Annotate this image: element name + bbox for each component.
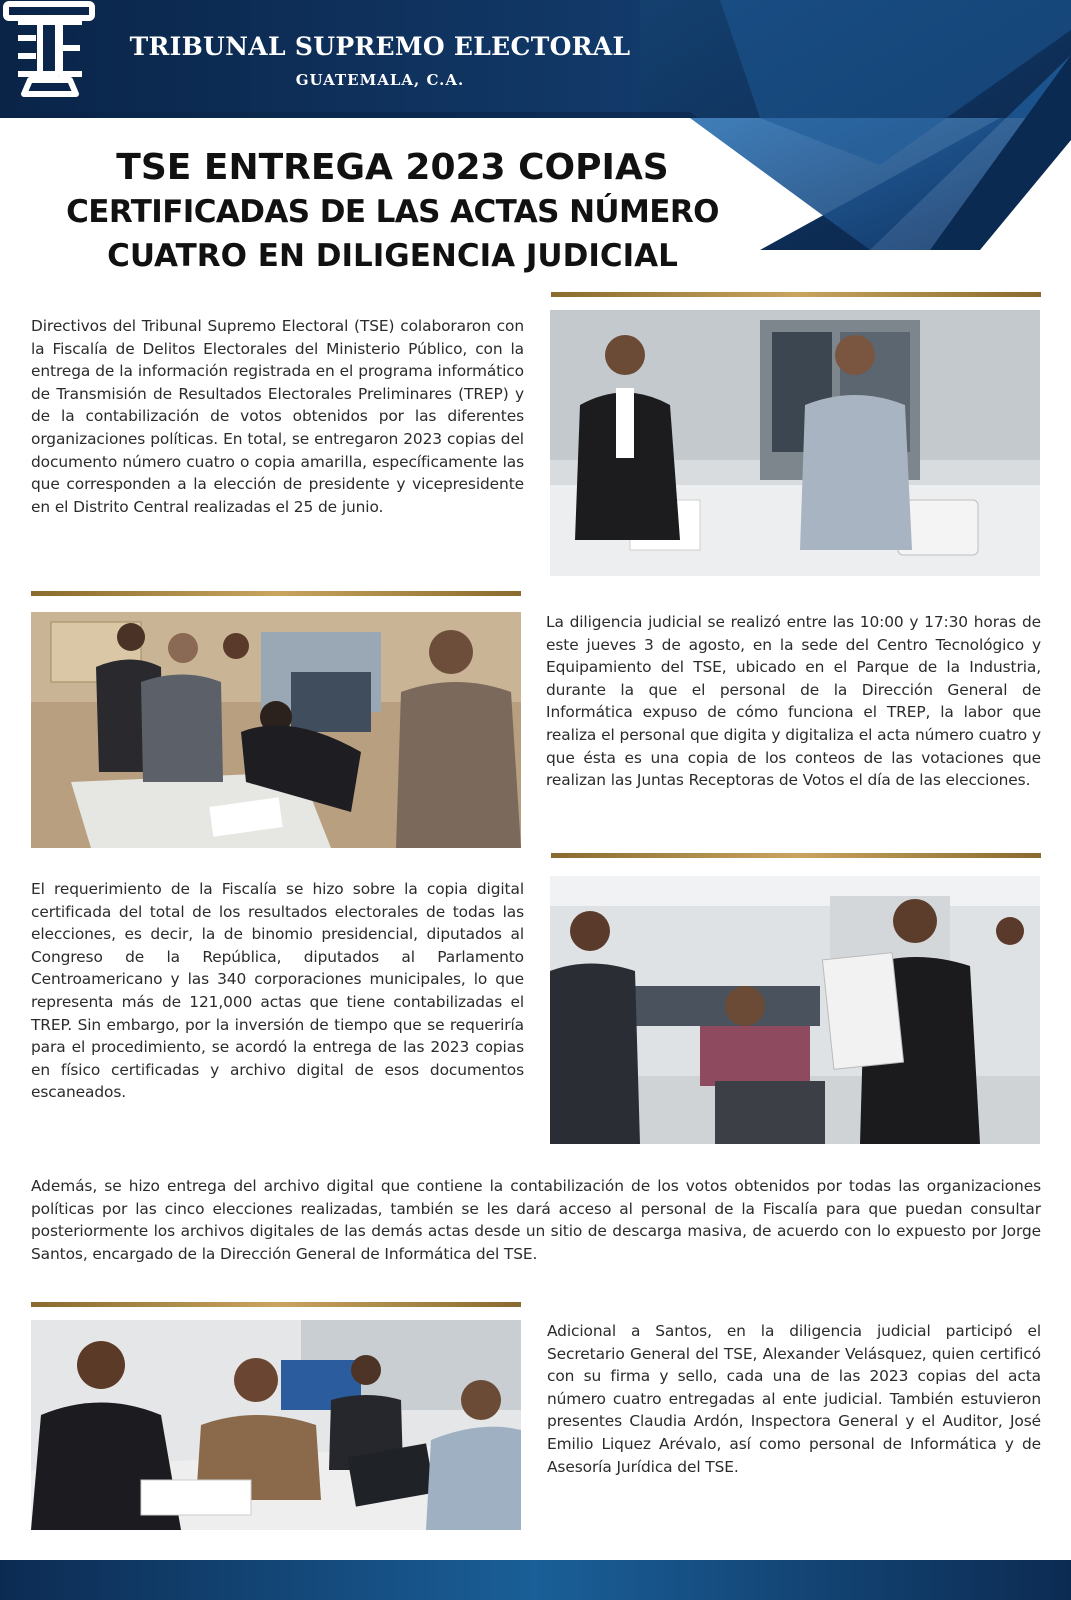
photo-staff-with-printed-copies (550, 310, 1040, 576)
paragraph-4: Además, se hizo entrega del archivo digital que contiene la contabilización de los votos obtenidos por todas las organizaciones políticas por las cinco elecciones realizadas, también se les dará acceso al personal de la Fiscalía para que puedan consultar posteriormente los archivos digitales de las demás actas desde un sitio de descarga masiva, de acuerdo con lo expuesto por Jorge Santos, encargado de la Dirección General de Informática del TSE. (31, 1177, 1041, 1263)
gold-divider (31, 591, 521, 596)
org-location: GUATEMALA, C.A. (295, 71, 465, 89)
photo-official-signing-document (31, 612, 521, 848)
headline-line-3: CUATRO EN DILIGENCIA JUDICIAL (107, 238, 678, 274)
gold-divider (551, 853, 1041, 858)
paragraph-3: El requerimiento de la Fiscalía se hizo sobre la copia digital certificada del total de los resultados electorales de todas las elecciones, es decir, la de binomio presidencial, diputados al Congreso de la República, diputados al Parlamento Centroamericano y las 340 corporaciones municipales, lo que representa más de 121,000 actas que tiene contabilizadas el TREP. Sin embargo, por la inversión de tiempo que se requeriría para el procedimiento, se acordó la entrega de las 2023 copias en físico certificadas y archivo digital de esos documentos escaneados. (31, 880, 524, 1102)
photo-official-holding-acta (550, 876, 1040, 1144)
paragraph-1: Directivos del Tribunal Supremo Electoral (TSE) colaboraron con la Fiscalía de Delitos Electorales del Ministerio Público, con la entrega de la información registrada en el programa informático de Transmisión de Resultados Electorales Preliminares (TREP) y de la contabilización de votos obtenidos por las diferentes organizaciones políticas. En total, se entregaron 2023 copias del documento número cuatro o copia amarilla, específicamente las que corresponden a la elección de presidente y vicepresidente en el Distrito Central realizadas el 25 de junio. (31, 317, 524, 516)
photo-officials-signing-copies (31, 1320, 521, 1530)
org-name: TRIBUNAL SUPREMO ELECTORAL (129, 32, 631, 61)
headline-line-1: TSE ENTREGA 2023 COPIAS (116, 147, 669, 188)
footer-bar (0, 1560, 1071, 1600)
tse-logo-icon (0, 0, 100, 100)
paragraph-2: La diligencia judicial se realizó entre las 10:00 y 17:30 horas de este jueves 3 de agosto, en la sede del Centro Tecnológico y Equipamiento del TSE, ubicado en el Parque de la Industria, durante la que el personal de la Dirección General de Informática expuso de cómo funciona el TREP, la labor que realiza el personal que digita y digitaliza el acta número cuatro y que ésta es una copia de los conteos de las votaciones que realizan las Juntas Receptoras de Votos el día de las elecciones. (546, 613, 1041, 790)
headline (20, 146, 765, 278)
gold-divider (551, 292, 1041, 297)
paragraph-5: Adicional a Santos, en la diligencia judicial participó el Secretario General del TSE, Alexander Velásquez, quien certificó con su firma y sello, cada una de las 2023 copias del acta número cuatro entregadas al ente judicial. También estuvieron presentes Claudia Ardón, Inspectora General y el Auditor, José Emilio Liquez Arévalo, así como personal de Informática y de Asesoría Jurídica del TSE. (547, 1322, 1041, 1476)
headline-line-2: CERTIFICADAS DE LAS ACTAS NÚMERO (66, 194, 719, 230)
gold-divider (31, 1302, 521, 1307)
